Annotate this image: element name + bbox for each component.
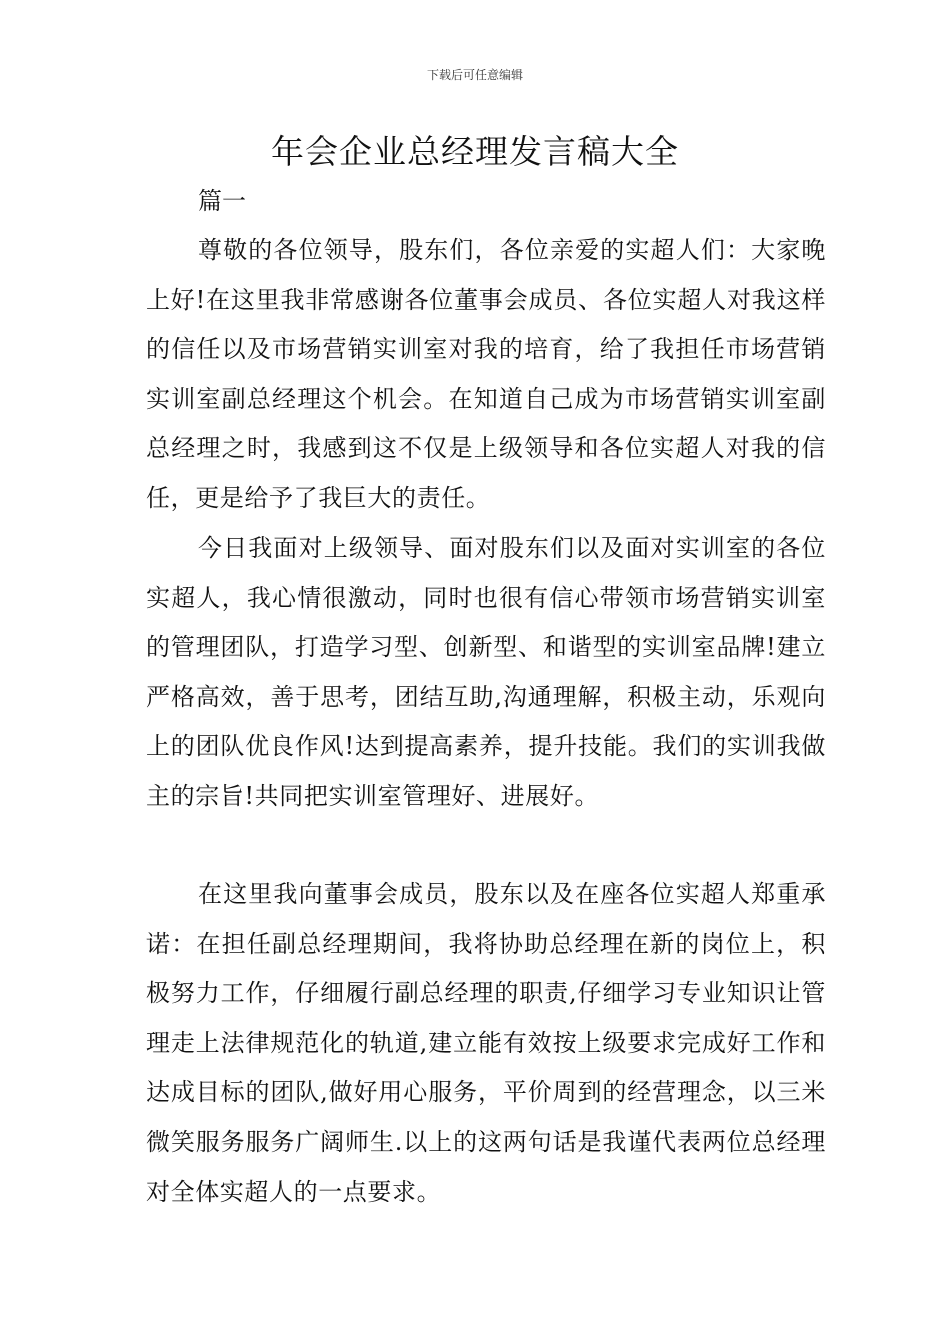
body-paragraph: 尊敬的各位领导，股东们，各位亲爱的实超人们：大家晚上好!在这里我非常感谢各位董事会成员、各位实超人对我这样的信任以及市场营销实训室对我的培育，给了我担任市场营销实训室副总经理这个机会。在知道自己成为市场营销实训室副总经理之时，我感到这不仅是上级领导和各位实超人对我的信任，更是给予了我巨大的责任。 (146, 236, 826, 512)
document-title: 年会企业总经理发言稿大全 (271, 132, 679, 171)
body-paragraph: 在这里我向董事会成员，股东以及在座各位实超人郑重承诺：在担任副总经理期间，我将协助总经理在新的岗位上，积极努力工作，仔细履行副总经理的职责,仔细学习专业知识让管理走上法律规范化的轨道,建立能有效按上级要求完成好工作和达成目标的团队,做好用心服务，平价周到的经营理念，以三米微笑服务服务广阔师生.以上的这两句话是我谨代表两位总经理对全体实超人的一点要求。 (146, 880, 826, 1206)
header-note: 下载后可任意编辑 (426, 68, 523, 82)
section-label: 篇一 (198, 187, 246, 215)
body-paragraph: 今日我面对上级领导、面对股东们以及面对实训室的各位实超人，我心情很激动，同时也很有信心带领市场营销实训室的管理团队，打造学习型、创新型、和谐型的实训室品牌!建立严格高效，善于思考，团结互助,沟通理解，积极主动，乐观向上的团队优良作风!达到提高素养，提升技能。我们的实训我做主的宗旨!共同把实训室管理好、进展好。 (146, 534, 826, 810)
